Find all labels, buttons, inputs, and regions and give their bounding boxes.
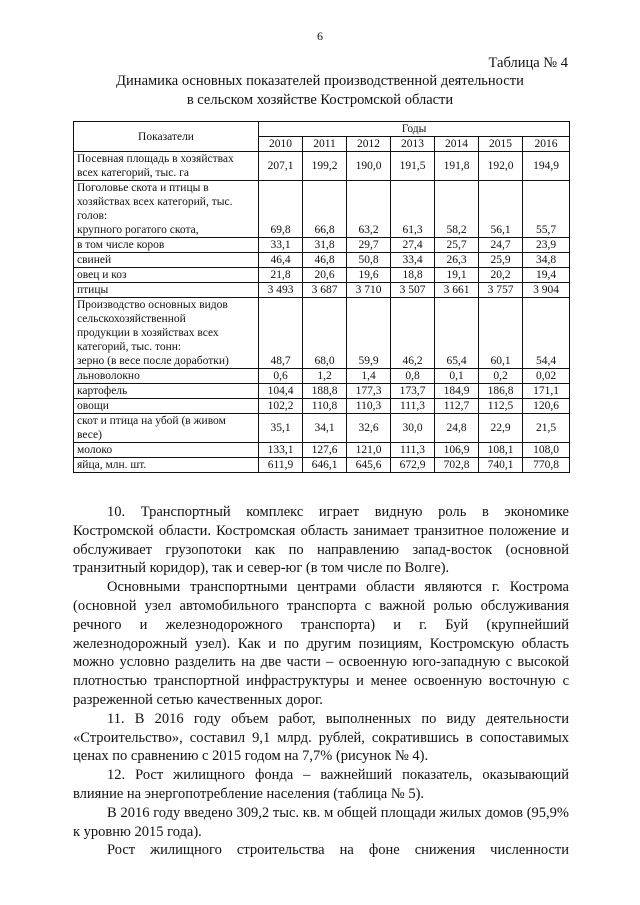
value-cell: 108,0 (523, 443, 570, 458)
row-label-line: категорий, тыс. тонн: (77, 341, 182, 353)
value-cell: 110,8 (303, 399, 347, 414)
value-cell: 194,9 (523, 152, 570, 181)
value-cell: 0,2 (479, 369, 523, 384)
row-label (74, 458, 259, 473)
value-cell: 173,7 (391, 384, 435, 399)
row-label-line: всех категорий, тыс. га (77, 167, 189, 179)
row-label (74, 399, 259, 414)
row-label (74, 298, 259, 369)
table-row (74, 181, 570, 238)
value-cell: 21,5 (523, 414, 570, 443)
value-cell: 702,8 (435, 458, 479, 473)
row-label (74, 152, 259, 181)
row-label-line: весе) (77, 429, 102, 441)
paragraph: 10. Транспортный комплекс играет видную роль в экономике Костромской области. Костромская область занимает транзитное положение и обслуживает грузопотоки как по направлению запад-восток (основной транзитный коридор), так и север-юг (в том числе по Волге). (73, 504, 569, 577)
row-label-line: голов: (77, 210, 108, 222)
year-header-cell: 2013 (391, 137, 435, 152)
table-label: Таблица № 4 (488, 55, 568, 71)
table-row (74, 414, 570, 443)
value-cell: 611,9 (259, 458, 303, 473)
row-label (74, 283, 259, 298)
value-cell: 3 661 (435, 283, 479, 298)
value-cell: 33,4 (391, 253, 435, 268)
row-label-line: в том числе коров (77, 239, 165, 251)
table-row (74, 384, 570, 399)
row-label-line: овец и коз (77, 269, 127, 281)
value-cell: 121,0 (347, 443, 391, 458)
year-header-cell: 2015 (479, 137, 523, 152)
row-label (74, 384, 259, 399)
value-cell: 30,0 (391, 414, 435, 443)
value-cell: 34,8 (523, 253, 570, 268)
value-cell: 18,8 (391, 268, 435, 283)
row-label-line: зерно (в весе после доработки) (77, 355, 229, 367)
row-label-line: молоко (77, 444, 113, 456)
value-cell: 46,8 (303, 253, 347, 268)
value-cell: 33,1 (259, 238, 303, 253)
value-cell: 59,9 (347, 298, 391, 369)
row-label-line: картофель (77, 385, 128, 397)
value-cell: 3 493 (259, 283, 303, 298)
table-title-line-2: в сельском хозяйстве Костромской области (186, 92, 454, 108)
value-cell: 108,1 (479, 443, 523, 458)
table-row (74, 399, 570, 414)
paragraph: 12. Рост жилищного фонда – важнейший показатель, оказывающий влияние на энергопотребление населения (таблица № 5). (73, 767, 569, 802)
years-header: Годы (259, 122, 570, 137)
value-cell: 186,8 (479, 384, 523, 399)
row-label-line: продукции в хозяйствах всех (77, 327, 219, 339)
value-cell: 46,2 (391, 298, 435, 369)
value-cell: 770,8 (523, 458, 570, 473)
row-label (74, 238, 259, 253)
value-cell: 63,2 (347, 181, 391, 238)
year-header-cell: 2014 (435, 137, 479, 152)
value-cell: 54,4 (523, 298, 570, 369)
value-cell: 34,1 (303, 414, 347, 443)
value-cell: 199,2 (303, 152, 347, 181)
value-cell: 102,2 (259, 399, 303, 414)
value-cell: 1,4 (347, 369, 391, 384)
value-cell: 207,1 (259, 152, 303, 181)
row-label (74, 268, 259, 283)
value-cell: 106,9 (435, 443, 479, 458)
value-cell: 20,6 (303, 268, 347, 283)
value-cell: 3 710 (347, 283, 391, 298)
table-row (74, 238, 570, 253)
value-cell: 3 507 (391, 283, 435, 298)
row-label-line: Поголовье скота и птицы в (77, 182, 209, 194)
value-cell: 61,3 (391, 181, 435, 238)
value-cell: 0,02 (523, 369, 570, 384)
row-label (74, 181, 259, 238)
value-cell: 24,7 (479, 238, 523, 253)
value-cell: 26,3 (435, 253, 479, 268)
row-label-line: яйца, млн. шт. (77, 459, 147, 471)
value-cell: 1,2 (303, 369, 347, 384)
value-cell: 21,8 (259, 268, 303, 283)
value-cell: 66,8 (303, 181, 347, 238)
table-row (74, 283, 570, 298)
value-cell: 111,3 (391, 399, 435, 414)
value-cell: 645,6 (347, 458, 391, 473)
value-cell: 740,1 (479, 458, 523, 473)
row-label-line: крупного рогатого скота, (77, 224, 199, 236)
value-cell: 69,8 (259, 181, 303, 238)
row-label-line: льноволокно (77, 370, 140, 382)
row-label (74, 414, 259, 443)
row-label-line: свиней (77, 254, 112, 266)
value-cell: 3 904 (523, 283, 570, 298)
value-cell: 25,9 (479, 253, 523, 268)
value-cell: 35,1 (259, 414, 303, 443)
value-cell: 112,7 (435, 399, 479, 414)
value-cell: 68,0 (303, 298, 347, 369)
value-cell: 48,7 (259, 298, 303, 369)
value-cell: 177,3 (347, 384, 391, 399)
year-header-cell: 2010 (259, 137, 303, 152)
value-cell: 55,7 (523, 181, 570, 238)
value-cell: 0,8 (391, 369, 435, 384)
body-text (73, 503, 569, 860)
value-cell: 191,5 (391, 152, 435, 181)
row-label (74, 369, 259, 384)
row-label-line: Производство основных видов (77, 299, 228, 311)
value-cell: 3 687 (303, 283, 347, 298)
value-cell: 104,4 (259, 384, 303, 399)
table-row (74, 458, 570, 473)
value-cell: 3 757 (479, 283, 523, 298)
value-cell: 188,8 (303, 384, 347, 399)
value-cell: 171,1 (523, 384, 570, 399)
value-cell: 120,6 (523, 399, 570, 414)
value-cell: 31,8 (303, 238, 347, 253)
indicator-header: Показатели (74, 122, 259, 152)
row-label-line: хозяйствах всех категорий, тыс. (77, 196, 233, 208)
row-label-line: сельскохозяйственной (77, 313, 186, 325)
paragraph: 11. В 2016 году объем работ, выполненных по виду деятельности «Строительство», составил 9,1 млрд. рублей, сократившись в сопоставимых ценах по сравнению с 2015 годом на 7,7% (рисунок № 4). (73, 710, 569, 765)
value-cell: 25,7 (435, 238, 479, 253)
value-cell: 19,4 (523, 268, 570, 283)
value-cell: 190,0 (347, 152, 391, 181)
value-cell: 184,9 (435, 384, 479, 399)
agriculture-indicators-table (73, 121, 570, 473)
value-cell: 46,4 (259, 253, 303, 268)
row-label-line: скот и птица на убой (в живом (77, 415, 226, 427)
value-cell: 24,8 (435, 414, 479, 443)
paragraph: В 2016 году введено 309,2 тыс. кв. м общей площади жилых домов (95,9% к уровню 2015 года). (73, 804, 569, 840)
value-cell: 50,8 (347, 253, 391, 268)
value-cell: 65,4 (435, 298, 479, 369)
table-row (74, 253, 570, 268)
value-cell: 112,5 (479, 399, 523, 414)
row-label-line: овощи (77, 400, 109, 412)
table-title (60, 72, 580, 110)
paragraph: Рост жилищного строительства на фоне снижения численности (107, 842, 569, 859)
year-header-cell: 2012 (347, 137, 391, 152)
value-cell: 133,1 (259, 443, 303, 458)
table-row (74, 268, 570, 283)
value-cell: 56,1 (479, 181, 523, 238)
page-number: 6 (317, 29, 323, 43)
value-cell: 111,3 (391, 443, 435, 458)
value-cell: 60,1 (479, 298, 523, 369)
value-cell: 27,4 (391, 238, 435, 253)
value-cell: 32,6 (347, 414, 391, 443)
value-cell: 192,0 (479, 152, 523, 181)
value-cell: 23,9 (523, 238, 570, 253)
value-cell: 29,7 (347, 238, 391, 253)
value-cell: 20,2 (479, 268, 523, 283)
year-header-cell: 2011 (303, 137, 347, 152)
paragraph: Основными транспортными центрами области являются г. Кострома (основной узел автомобильного транспорта с важной ролью обслуживания речного и железнодорожного транспорта) и г. Буй (крупнейший железнодорожный узел). Как и по другим позициям, Костромскую область можно условно разделить на две части – освоенную юго-западную с высокой плотностью транспортной инфраструктуры и менее освоенную восточную с разреженной сетью качественных дорог. (73, 579, 569, 708)
value-cell: 58,2 (435, 181, 479, 238)
table-row (74, 443, 570, 458)
value-cell: 646,1 (303, 458, 347, 473)
table-row (74, 369, 570, 384)
value-cell: 110,3 (347, 399, 391, 414)
row-label (74, 253, 259, 268)
value-cell: 127,6 (303, 443, 347, 458)
table-row (74, 298, 570, 369)
value-cell: 0,1 (435, 369, 479, 384)
year-header-cell: 2016 (523, 137, 570, 152)
value-cell: 19,6 (347, 268, 391, 283)
table-row (74, 152, 570, 181)
value-cell: 0,6 (259, 369, 303, 384)
value-cell: 22,9 (479, 414, 523, 443)
table-title-line-1: Динамика основных показателей производственной деятельности (116, 73, 524, 89)
row-label-line: Посевная площадь в хозяйствах (77, 153, 234, 165)
row-label-line: птицы (77, 284, 109, 296)
value-cell: 191,8 (435, 152, 479, 181)
value-cell: 19,1 (435, 268, 479, 283)
value-cell: 672,9 (391, 458, 435, 473)
row-label (74, 443, 259, 458)
